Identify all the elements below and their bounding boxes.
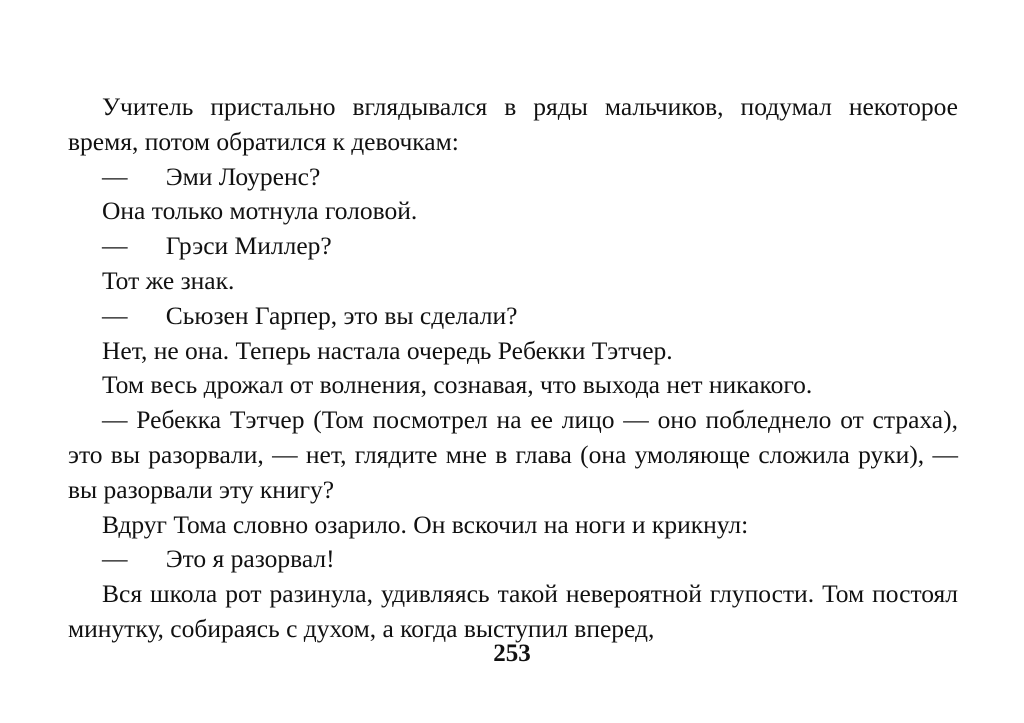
paragraph: Нет, не она. Теперь настала очередь Ребекки Тэтчер. xyxy=(102,335,673,365)
paragraph: Она только мотнула головой. xyxy=(102,196,418,226)
dialogue-line: — Сьюзен Гарпер, это вы сделали? xyxy=(102,300,518,330)
dialogue-line: — Это я разорвал! xyxy=(102,544,335,574)
paragraph: Учитель пристально вглядывался в ряды мальчиков, подумал некоторое время, потом обратился к девочкам: xyxy=(68,92,958,156)
dialogue-line: — Ребекка Тэтчер (Том посмотрел на ее лицо — оно побледнело от страха), это вы разорвали, — нет, глядите мне в глава (она умоляюще сложила руки), — вы разорвали эту книгу? xyxy=(68,405,958,504)
paragraph: Вся школа рот разинула, удивляясь такой невероятной глупости. Том постоял минутку, собираясь с духом, а когда выступил вперед, xyxy=(68,579,958,643)
paragraph: Том весь дрожал от волнения, сознавая, что выхода нет никакого. xyxy=(102,370,813,400)
paragraph: Тот же знак. xyxy=(102,265,235,295)
dialogue-line: — Эми Лоуренс? xyxy=(102,161,321,191)
page-number: 253 xyxy=(493,640,531,667)
paragraph: Вдруг Тома словно озарило. Он вскочил на ноги и крикнул: xyxy=(102,509,749,539)
page-text xyxy=(68,90,958,647)
dialogue-line: — Грэси Миллер? xyxy=(102,231,332,261)
